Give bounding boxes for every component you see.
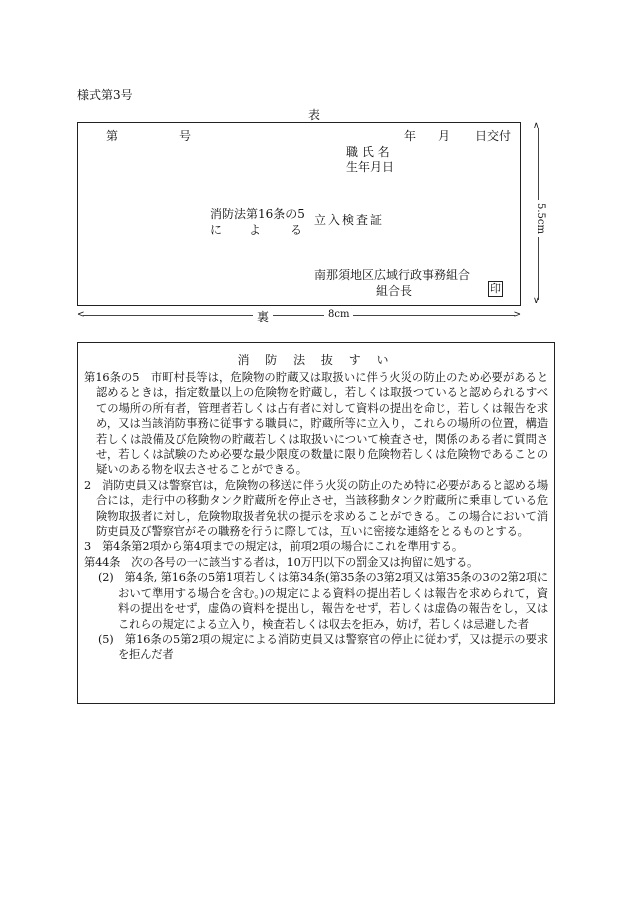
legal-basis-yo: よ: [249, 223, 262, 237]
seal-mark: 印: [490, 282, 501, 295]
width-dimension-line: [83, 315, 515, 316]
height-dimension: [533, 122, 545, 306]
arrow-down-icon: ∨: [533, 296, 540, 306]
number-suffix: 号: [179, 129, 192, 143]
arrow-right-icon: >: [513, 310, 521, 320]
issue-day-label: 日交付: [475, 129, 512, 143]
back-side-label: 裏: [253, 308, 273, 325]
issuer-organization: 南那須地区広域行政事務組合: [314, 268, 471, 282]
legal-basis-ru: る: [290, 223, 303, 237]
year-label: 年: [404, 129, 417, 143]
article-44-heading: 第44条 次の各号の一に該当する者は，10万円以下の罰金又は拘留に処する。: [84, 555, 479, 569]
front-side-label: 表: [308, 108, 321, 122]
article-16-5-paragraph-3: 3 第4条第2項から第4項までの規定は，前項2項の場合にこれを準用する。: [84, 540, 463, 554]
title-name-label: 職 氏 名: [346, 145, 390, 159]
number-prefix: 第: [106, 129, 119, 143]
arrow-left-icon: <: [77, 310, 85, 320]
birthdate-label: 生年月日: [346, 160, 395, 174]
arrow-up-icon: ∧: [533, 121, 540, 131]
form-number: 様式第3号: [77, 88, 133, 102]
fire-service-act-excerpt: [77, 342, 555, 704]
article-44-item-2: (2) 第4条, 第16条の5第1項若しくは第34条(第35条の3第2項又は第35条の3の2第2項において準用する場合を含む。)の規定による資料の提出若しくは報告を求められて，資料の提出をせず，虚偽の資料を提出し，報告をせず，若しくは虚偽の報告をし，又はこれらの規定による立入り，検査若しくは収去を拒み，妨げ，若しくは忌避した者: [98, 571, 548, 631]
excerpt-title: 消 防 法 抜 す い: [237, 353, 395, 367]
article-44-item-5: (5) 第16条の5第2項の規定による消防吏員又は警察官の停止に従わず，又は提示の要求を拒んだ者: [98, 632, 548, 662]
issuer-title: 組合長: [376, 284, 413, 298]
inspection-card-front: [77, 122, 521, 306]
article-16-5-paragraph-1: 第16条の5 市町村長等は，危険物の貯蔵又は取扱いに伴う火災の防止のため必要があると認めるときは，指定数量以上の危険物を貯蔵し，若しくは取扱つていると認められるすべての場所の所有者，管理者若しくは占有者に対して資料の提出を命じ，若しくは報告を求め，又は当該消防事務に従事する職員に，貯蔵所等に立入り，これらの場所の位置，構造若しくは設備及び危険物の貯蔵若しくは取扱いについて検査させ，関係のある者に質問させ，若しくは試験のため必要な最少限度の数量に限り危険物若しくは危険物であることの疑いのある物を収去させることができる。: [84, 371, 548, 477]
certificate-title: 立入検査証: [314, 213, 385, 227]
legal-basis-ni: に: [210, 223, 223, 237]
width-dimension: [77, 309, 521, 323]
width-label: 8cm: [324, 309, 353, 320]
legal-basis-line1: 消防法第16条の5: [210, 207, 305, 221]
month-label: 月: [438, 129, 451, 143]
height-label: 5.5cm: [535, 200, 546, 237]
article-16-5-paragraph-2: 2 消防吏員又は警察官は，危険物の移送に伴う火災の防止のため特に必要があると認める場合には，走行中の移動タンク貯蔵所を停止させ，当該移動タンク貯蔵所に乗車している危険物取扱者に対し，危険物取扱者免状の提示を求めることができる。この場合において消防吏員及び警察官がその職務を行うに際しては，互いに密接な連絡をとるものとする。: [84, 478, 548, 539]
